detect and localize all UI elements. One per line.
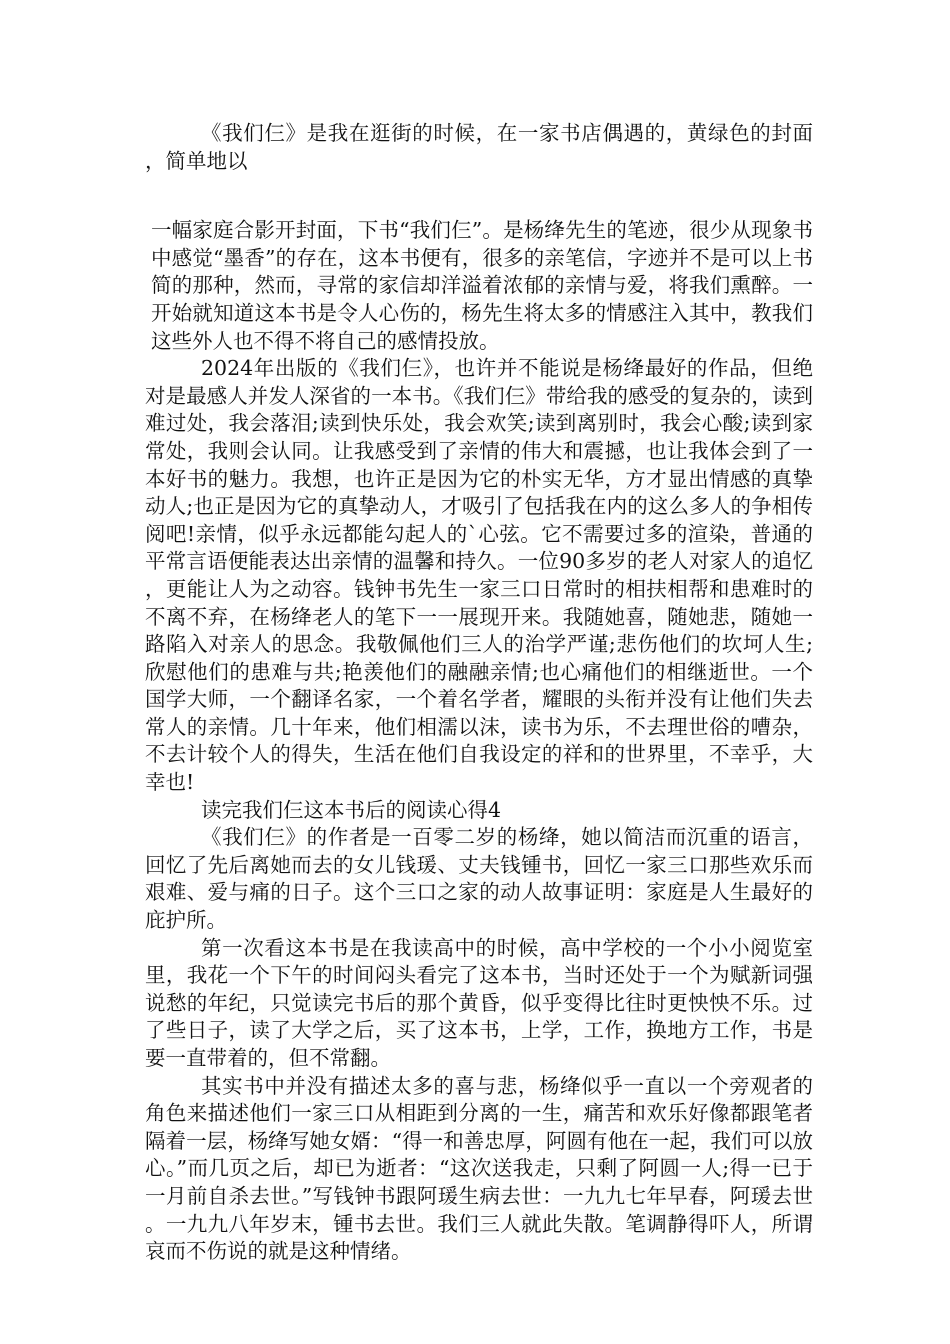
paragraph-tone: 其实书中并没有描述太多的喜与悲，杨绛似乎一直以一个旁观者的角色来描述他们一家三口从相距到分离的一生，痛苦和欢乐好像都跟笔者隔着一层，杨绛写她女婿：“得一和善忠厚，阿圆有他在一起，我们可以放心。”而几页之后，却已为逝者：“这次送我走，只剩了阿圆一人;得一已于一月前自杀去世。”写钱钟书跟阿瑗生病去世：一九九七年早春，阿瑗去世。一九九八年岁末，锺书去世。我们三人就此失散。笔调静得吓人，所谓哀而不伤说的就是这种情绪。 bbox=[145, 1073, 813, 1264]
paragraph-intro: 《我们仨》是我在逛街的时候，在一家书店偶遇的，黄绿色的封面，简单地以 bbox=[145, 121, 813, 173]
paragraph-first-read: 第一次看这本书是在我读高中的时候，高中学校的一个小小阅览室里，我花一个下午的时间闷头看完了这本书，当时还处于一个为赋新词强说愁的年纪，只觉读完书后的那个黄昏，似乎变得比往时更怏怏不乐。过了些日子，读了大学之后，买了这本书，上学，工作，换地方工作，书是要一直带着的，但不常翻。 bbox=[145, 935, 813, 1070]
document-page bbox=[145, 120, 813, 1266]
paragraph-cover: 一幅家庭合影开封面，下书“我们仨”。是杨绛先生的笔迹，很少从现象书中感觉“墨香”的存在，这本书便有，很多的亲笔信，字迹并不是可以上书简的那种，然而，寻常的家信却洋溢着浓郁的亲情与爱，将我们熏醉。一开始就知道这本书是令人心伤的，杨先生将太多的情感注入其中，教我们这些外人也不得不将自己的感情投放。 bbox=[151, 218, 813, 353]
section-heading: 读完我们仨这本书后的阅读心得4 bbox=[201, 797, 502, 822]
paragraph-reflection: 2024年出版的《我们仨》，也许并不能说是杨绛最好的作品，但绝对是最感人并发人深省的一本书。《我们仨》带给我的感受的复杂的，读到难过处，我会落泪;读到快乐处，我会欢笑;读到离别时，我会心酸;读到家常处，我则会认同。让我感受到了亲情的伟大和震撼，也让我体会到了一本好书的魅力。我想，也许正是因为它的朴实无华，方才显出情感的真挚动人;也正是因为它的真挚动人，才吸引了包括我在内的这么多人的争相传阅吧!亲情，似乎永远都能勾起人的`心弦。它不需要过多的渲染，普通的平常言语便能表达出亲情的温馨和持久。一位90多岁的老人对家人的追忆，更能让人为之动容。钱钟书先生一家三口日常时的相扶相帮和患难时的不离不弃，在杨绛老人的笔下一一展现开来。我随她喜，随她悲，随她一路陷入对亲人的思念。我敬佩他们三人的治学严谨;悲伤他们的坎坷人生;欣慰他们的患难与共;艳羡他们的融融亲情;也心痛他们的相继逝世。一个国学大师，一个翻译名家，一个着名学者，耀眼的头衔并没有让他们失去常人的亲情。几十年来，他们相濡以沫，读书为乐，不去理世俗的嘈杂，不去计较个人的得失，生活在他们自我设定的祥和的世界里，不幸乎，大幸也! bbox=[145, 356, 813, 795]
paragraph-author: 《我们仨》的作者是一百零二岁的杨绛，她以简洁而沉重的语言，回忆了先后离她而去的女儿钱瑗、丈夫钱锺书，回忆一家三口那些欢乐而艰难、爱与痛的日子。这个三口之家的动人故事证明：家庭是人生最好的庇护所。 bbox=[145, 825, 813, 933]
